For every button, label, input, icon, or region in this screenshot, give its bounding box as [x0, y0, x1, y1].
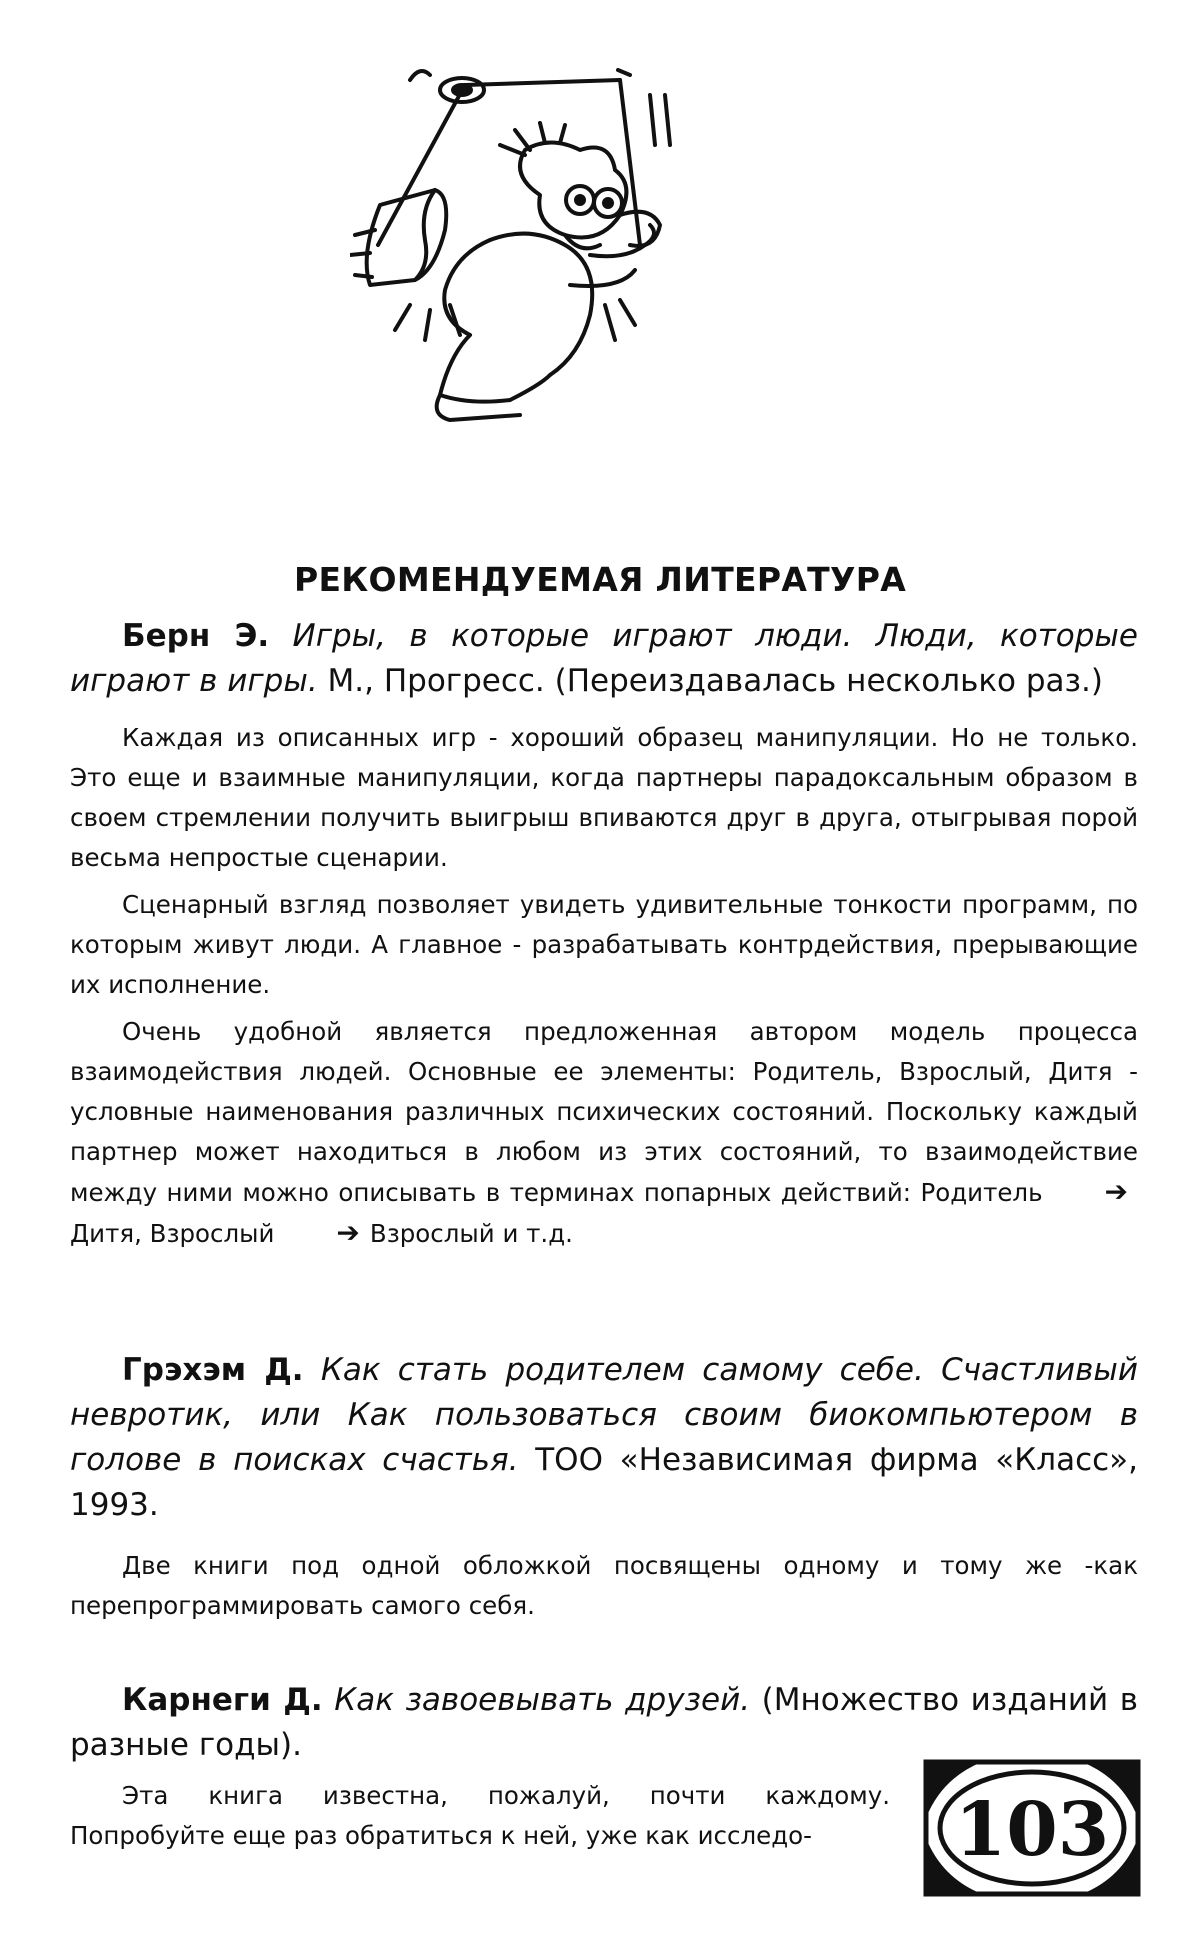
paragraph-text: Взрослый и т.д. — [369, 1219, 573, 1248]
paragraph-text: Дитя, Взрослый — [70, 1219, 275, 1248]
cartoon-illustration — [350, 55, 850, 455]
entry-carnegie — [70, 1678, 1138, 1768]
entry-graham — [70, 1348, 1138, 1633]
paragraph-text: Очень удобной является предложенная автором модель процесса взаимодействия людей. Основные ее элементы: Родитель, Взрослый, Дитя - условные наименования различных психических состояний. Поскольку каждый партнер может находиться в любом из этих состояний, то взаимодействие между ними можно описывать в терминах попарных действий: Родитель — [70, 1017, 1138, 1207]
entry-author: Карнеги Д. — [122, 1682, 323, 1718]
entry-title — [70, 614, 1138, 704]
entry-author: Грэхэм Д. — [122, 1352, 304, 1388]
entry-book-title: Как стать родителем самому себе. Счастливый невротик, или Как пользоваться своим биокомпьютером в голове в поисках счастья. — [70, 1352, 1138, 1478]
arrow-right-icon: ➔ — [336, 1216, 360, 1249]
entry-book-title: Игры, в которые играют люди. Люди, которые играют в игры. — [70, 618, 1138, 699]
entry-carnegie-text — [70, 1776, 890, 1863]
paragraph: Эта книга известна, пожалуй, почти каждому. Попробуйте еще раз обратиться к ней, уже как исследо- — [70, 1781, 890, 1850]
entry-bern — [70, 614, 1138, 1261]
entry-publication: М., Прогресс. (Переиздавалась несколько раз.) — [327, 663, 1103, 699]
entry-publication: ТОО «Независимая фирма «Класс», 1993. — [70, 1442, 1138, 1523]
paragraph: Сценарный взгляд позволяет увидеть удивительные тонкости программ, по которым живут люди. А главное - разрабатывать контрдействия, прерывающие их исполнение. — [70, 890, 1138, 999]
entry-author: Берн Э. — [122, 618, 270, 654]
entry-book-title: Как завоевывать друзей. — [334, 1682, 751, 1718]
entry-title — [70, 1678, 1138, 1768]
paragraph: Каждая из описанных игр - хороший образец манипуляции. Но не только. Это еще и взаимные манипуляции, когда партнеры парадоксальным образом в своем стремлении получить выигрыш впиваются друг в друга, отыгрывая порой весьма непростые сценарии. — [70, 723, 1138, 872]
paragraph: Две книги под одной обложкой посвящены одному и тому же -как перепрограммировать самого себя. — [70, 1551, 1138, 1620]
paragraph-model — [70, 1012, 1138, 1254]
page-number: 103 — [954, 1787, 1110, 1873]
entry-publication: (Множество изданий в разные годы). — [70, 1682, 1138, 1763]
page-number-badge — [922, 1758, 1142, 1898]
entry-title — [70, 1348, 1138, 1528]
section-title: РЕКОМЕНДУЕМАЯ ЛИТЕРАТУРА — [293, 560, 907, 599]
arrow-right-icon: ➔ — [1104, 1175, 1128, 1208]
